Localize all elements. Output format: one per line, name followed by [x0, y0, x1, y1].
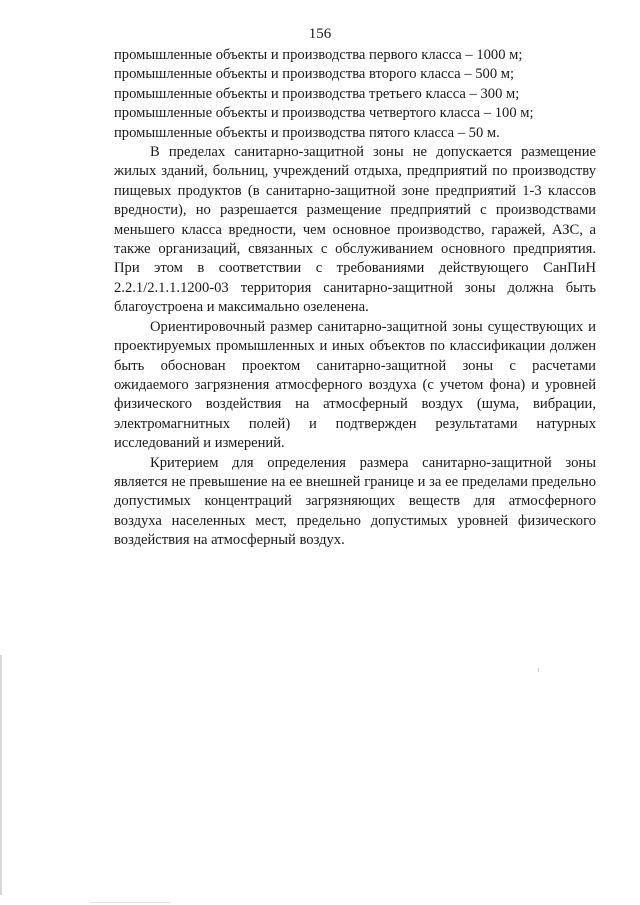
distance-list-item: промышленные объекты и производства пятого класса – 50 м.	[114, 124, 500, 141]
distance-list-item: промышленные объекты и производства четвертого класса – 100 м;	[114, 105, 534, 122]
paragraph-zone-size: Ориентировочный размер санитарно-защитной зоны существующих и проектируемых промышленных и иных объектов по классификации должен быть обоснован проектом санитарно-защитной зоны с расчетами ожидаемого загрязнения атмосферного воздуха (с учетом фона) и уровней физического воздействия на атмосферный воздух (шума, вибрации, электромагнитных полей) и подтвержден результатами натурных исследований и измерений.	[114, 318, 596, 452]
distance-list-item: промышленные объекты и производства второго класса – 500 м;	[114, 66, 515, 83]
page-number: 156	[308, 26, 332, 42]
scan-edge-artifact	[0, 655, 2, 895]
scan-bottom-artifact	[90, 902, 170, 903]
paragraph-zone-criterion: Критерием для определения размера санитарно-защитной зоны является не превышение на ее внешней границе и за ее пределами предельно допустимых концентраций загрязняющих веществ для атмосферного воздуха населенных мест, предельно допустимых уровней физического воздействия на атмосферный воздух.	[114, 454, 596, 549]
distance-list-item: промышленные объекты и производства первого класса – 1000 м;	[114, 47, 523, 63]
document-body	[114, 46, 596, 551]
paragraph-zone-restrictions: В пределах санитарно-защитной зоны не допускается размещение жилых зданий, больниц, учреждений отдыха, предприятий по производству пищевых продуктов (в санитарно-защитной зоне предприятий 1-3 классов вредности), но разрешается размещение предприятий с производствами меньшего класса вредности, чем основное производство, гаражей, АЗС, а также организаций, связанных с обслуживанием основного предприятия. При этом в соответствии с требованиями действующего СанПиН 2.2.1/2.1.1.1200-03 территория санитарно-защитной зоны должна быть благоустроена и максимально озеленена.	[114, 144, 596, 316]
scan-speck	[538, 668, 539, 672]
distance-list-item: промышленные объекты и производства третьего класса – 300 м;	[114, 85, 520, 102]
